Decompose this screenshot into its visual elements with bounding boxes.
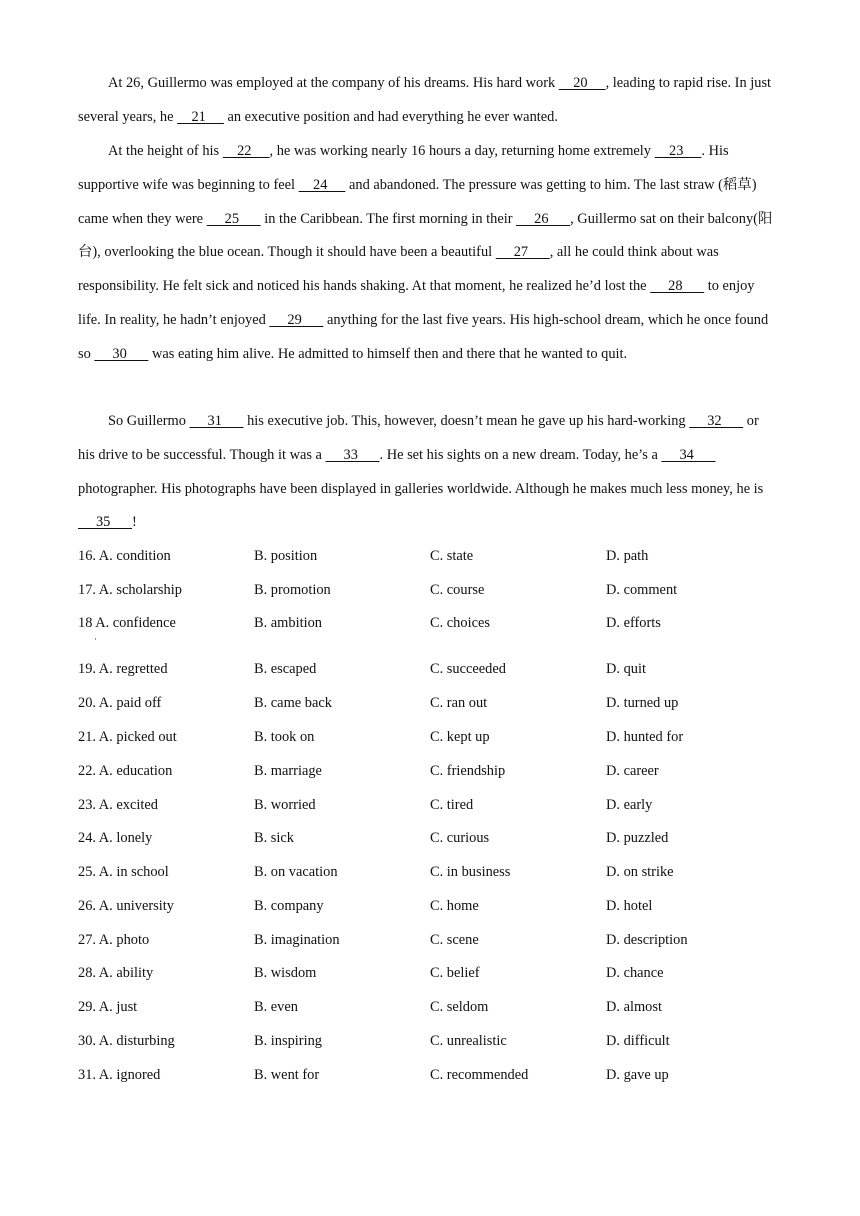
option-a: 22. A. education	[78, 763, 173, 779]
question-row	[78, 898, 778, 918]
option-c: C. choices	[430, 615, 490, 631]
option-c: C. recommended	[430, 1067, 529, 1083]
passage-paragraph-1	[78, 67, 778, 135]
option-d: D. chance	[606, 965, 664, 981]
answer-blank: 28	[650, 278, 705, 295]
option-b: B. company	[254, 898, 324, 914]
option-c: C. unrealistic	[430, 1033, 507, 1049]
option-c: C. state	[430, 548, 474, 564]
passage-text: or his drive to be successful. Though it was a	[78, 413, 759, 463]
answer-blank: 32	[689, 413, 744, 429]
passage-text: an executive position and had everything he ever wanted.	[223, 108, 558, 125]
option-d: D. path	[606, 548, 649, 564]
option-a: 18 A. confidence	[78, 615, 176, 631]
option-b: B. escaped	[254, 661, 317, 677]
passage-text: . He set his sights on a new dream. Today, he’s a	[379, 446, 662, 463]
answer-blank: 20	[558, 75, 606, 91]
question-row	[78, 729, 778, 749]
passage-text: At 26, Guillermo was employed at the company of his dreams. His hard work	[108, 75, 559, 91]
option-b: B. inspiring	[254, 1033, 322, 1049]
option-c: C. tired	[430, 797, 474, 813]
question-row	[78, 1033, 778, 1053]
stray-mark: ·	[94, 634, 97, 644]
option-b: B. went for	[254, 1067, 320, 1083]
option-c: C. ran out	[430, 695, 488, 711]
answer-blank: 21	[177, 108, 224, 125]
passage-text: !	[131, 514, 137, 531]
question-row	[78, 830, 778, 850]
answer-blank: 29	[269, 311, 324, 328]
option-d: D. difficult	[606, 1033, 670, 1049]
option-a: 23. A. excited	[78, 797, 158, 813]
answer-blank: 26	[516, 210, 571, 227]
option-c: C. kept up	[430, 729, 490, 745]
option-b: B. on vacation	[254, 864, 338, 880]
passage-paragraph-2	[78, 135, 778, 372]
option-b: B. came back	[254, 695, 332, 711]
option-b: B. promotion	[254, 582, 331, 598]
question-row	[78, 548, 778, 568]
option-c: C. in business	[430, 864, 511, 880]
answer-blank: 25	[206, 210, 261, 227]
option-d: D. career	[606, 763, 659, 779]
passage-text: At the height of his	[108, 143, 223, 159]
option-a: 29. A. just	[78, 999, 138, 1015]
option-d: D. gave up	[606, 1067, 669, 1083]
answer-blank: 31	[189, 413, 244, 429]
passage-text: , he was working nearly 16 hours a day, returning home extremely	[269, 143, 655, 159]
passage-text: So Guillermo	[108, 413, 190, 429]
passage-text: , Guillermo sat on their balcony(阳台), overlooking the blue ocean. Though it should have been a beautiful	[78, 210, 773, 261]
option-d: D. efforts	[606, 615, 661, 631]
passage-text: to enjoy life. In reality, he hadn’t enjoyed	[78, 278, 755, 328]
question-row	[78, 582, 778, 602]
option-d: D. comment	[606, 582, 678, 598]
option-d: D. early	[606, 797, 653, 813]
answer-blank: 34	[661, 446, 716, 463]
question-row	[78, 1067, 778, 1087]
answer-blank: 35	[78, 514, 132, 531]
option-b: B. position	[254, 548, 318, 564]
option-c: C. belief	[430, 965, 480, 981]
question-row	[78, 695, 778, 715]
answer-blank: 24	[298, 176, 346, 193]
option-c: C. scene	[430, 932, 479, 948]
passage-text: anything for the last five years. His high-school dream, which he once found so	[78, 311, 769, 362]
passage-text: . His supportive wife was beginning to feel	[78, 143, 729, 193]
answer-blank: 30	[94, 345, 149, 362]
option-a: 16. A. condition	[78, 548, 171, 564]
question-row	[78, 999, 778, 1019]
question-row	[78, 661, 778, 681]
option-a: 30. A. disturbing	[78, 1033, 175, 1049]
option-d: D. puzzled	[606, 830, 669, 846]
passage-text: , leading to rapid rise. In just several years, he	[78, 75, 772, 125]
option-d: D. hotel	[606, 898, 653, 914]
option-a: 31. A. ignored	[78, 1067, 161, 1083]
option-a: 19. A. regretted	[78, 661, 168, 677]
answer-blank: 22	[222, 143, 270, 159]
passage-text: photographer. His photographs have been displayed in galleries worldwide. Although he makes much less money, he is	[78, 480, 764, 497]
passage-text: his executive job. This, however, doesn’t mean he gave up his hard-working	[243, 413, 690, 429]
option-c: C. curious	[430, 830, 490, 846]
option-a: 24. A. lonely	[78, 830, 153, 846]
option-c: C. succeeded	[430, 661, 506, 677]
option-d: D. turned up	[606, 695, 679, 711]
answer-blank: 27	[495, 244, 550, 261]
question-row	[78, 932, 778, 952]
answer-blank: 33	[325, 446, 380, 463]
option-b: B. sick	[254, 830, 294, 846]
question-row	[78, 797, 778, 817]
option-d: D. on strike	[606, 864, 674, 880]
option-c: C. home	[430, 898, 479, 914]
passage-text: and abandoned. The pressure was getting to him. The last straw (稻草) came when they were	[78, 176, 757, 227]
option-a: 21. A. picked out	[78, 729, 177, 745]
option-a: 27. A. photo	[78, 932, 150, 948]
option-b: B. ambition	[254, 615, 322, 631]
option-a: 26. A. university	[78, 898, 174, 914]
option-b: B. took on	[254, 729, 315, 745]
option-b: B. imagination	[254, 932, 340, 948]
option-d: D. quit	[606, 661, 646, 677]
question-row	[78, 763, 778, 783]
answer-blank: 23	[654, 143, 702, 159]
question-row	[78, 864, 778, 884]
question-row	[78, 965, 778, 985]
option-c: C. friendship	[430, 763, 506, 779]
option-b: B. marriage	[254, 763, 322, 779]
option-b: B. wisdom	[254, 965, 317, 981]
option-d: D. description	[606, 932, 688, 948]
option-d: D. hunted for	[606, 729, 684, 745]
option-a: 25. A. in school	[78, 864, 169, 880]
passage-text: in the Caribbean. The first morning in their	[260, 210, 517, 227]
option-c: C. course	[430, 582, 485, 598]
passage-paragraph-3	[78, 405, 778, 540]
passage-text: was eating him alive. He admitted to himself then and there that he wanted to quit.	[148, 345, 628, 362]
option-c: C. seldom	[430, 999, 489, 1015]
option-a: 28. A. ability	[78, 965, 154, 981]
passage-text: , all he could think about was responsibility. He felt sick and noticed his hands shaking. At that moment, he realized he’d lost the	[78, 244, 719, 295]
option-d: D. almost	[606, 999, 662, 1015]
option-a: 17. A. scholarship	[78, 582, 182, 598]
question-row	[78, 615, 778, 635]
option-b: B. even	[254, 999, 298, 1015]
option-b: B. worried	[254, 797, 316, 813]
option-a: 20. A. paid off	[78, 695, 162, 711]
